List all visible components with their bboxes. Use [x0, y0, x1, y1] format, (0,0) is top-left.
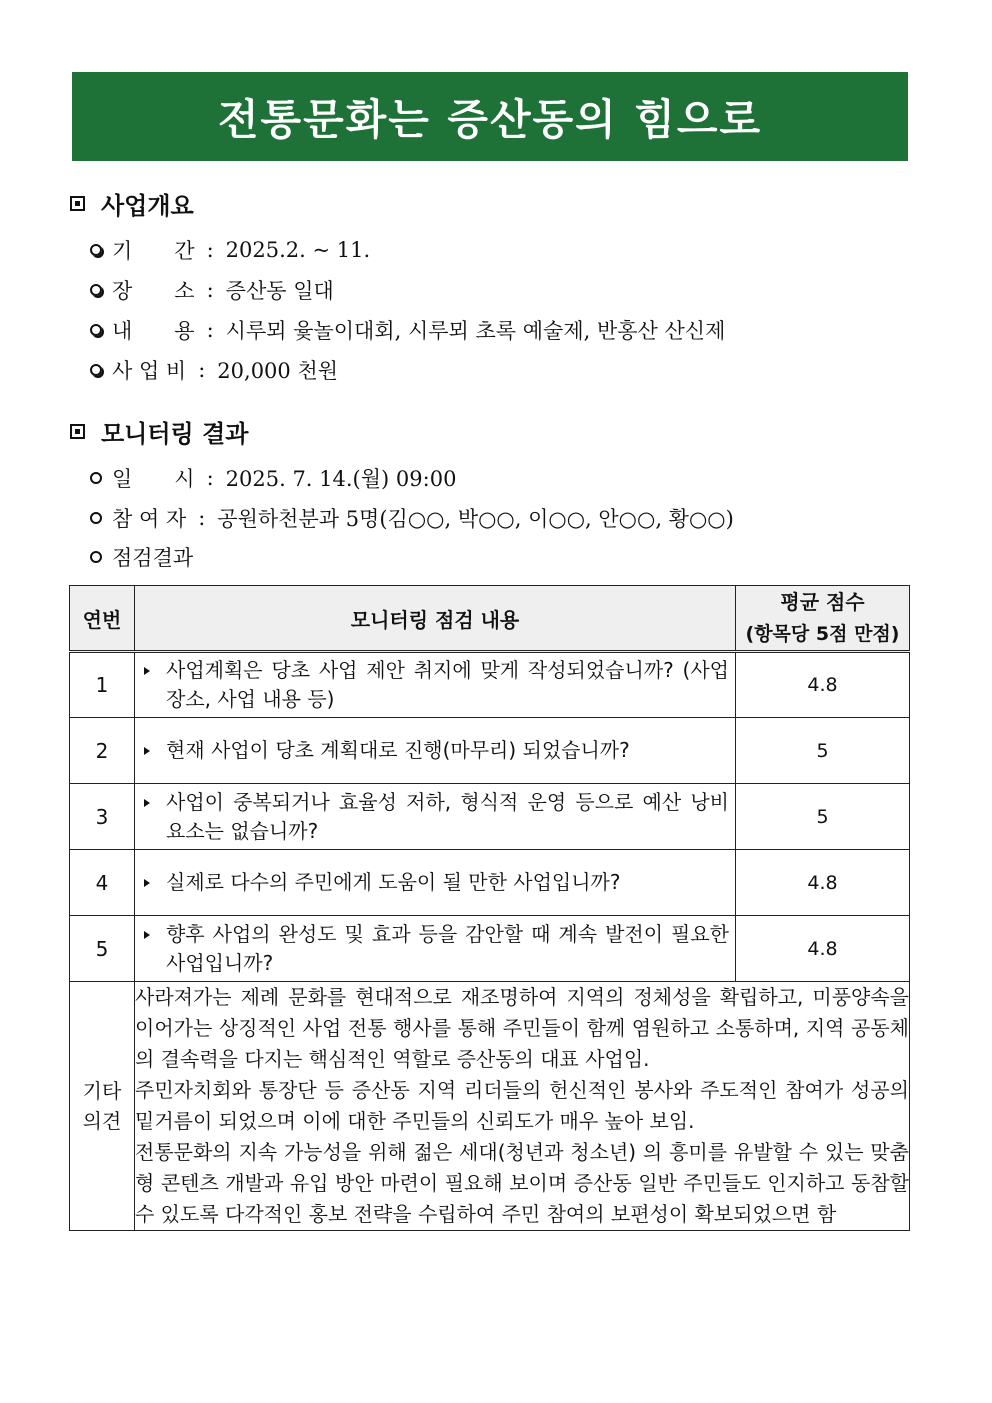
- circle-bullet-icon: [90, 551, 102, 563]
- item-value: 증산동 일대: [225, 279, 334, 303]
- row-score: 4.8: [736, 652, 910, 718]
- circle-bullet-icon: [90, 364, 102, 376]
- opinion-label: [70, 982, 135, 1231]
- header-score-line2: (항목당 5점 만점): [745, 623, 900, 645]
- section-heading-text: 사업개요: [101, 192, 194, 220]
- opinion-paragraph: 전통문화의 지속 가능성을 위해 젊은 세대(청년과 청소년) 의 흥미를 유발할 수 있는 맞춤형 콘텐츠 개발과 유입 방안 마련이 필요해 보이며 증산동 일반 주민들도 인지하고 동참할 수 있도록 다각적인 홍보 전략을 수립하여 주민 참여의 보편성이 확보되었으면 함: [135, 1140, 909, 1226]
- item-label: 일 시: [112, 467, 195, 491]
- opinion-label-line1: 기타: [82, 1079, 122, 1103]
- opinion-row: [70, 982, 910, 1231]
- overview-item-period: 기 간 : 2025.2. ~ 11.: [90, 235, 370, 265]
- row-no: 1: [70, 652, 135, 718]
- question-text: 사업계획은 당초 사업 제안 취지에 맞게 작성되었습니까? (사업장소, 사업 내용 등): [166, 658, 729, 711]
- square-bullet-icon: [70, 196, 85, 211]
- question-text: 향후 사업의 완성도 및 효과 등을 감안할 때 계속 발전이 필요한 사업입니까?: [166, 921, 729, 975]
- item-label: 내 용: [112, 319, 195, 343]
- question-text: 현재 사업이 당초 계획대로 진행(마무리) 되었습니까?: [166, 738, 630, 762]
- row-no: 4: [70, 850, 135, 916]
- item-label: 기 간: [112, 239, 195, 263]
- opinion-paragraph: 사라져가는 제례 문화를 현대적으로 재조명하여 지역의 정체성을 확립하고, 미풍양속을 이어가는 상징적인 사업 전통 행사를 통해 주민들이 함께 염원하고 소통하며, 지역 공동체의 결속력을 다지는 핵심적인 역할로 증산동의 대표 사업임.: [135, 985, 909, 1071]
- item-value: 2025.2. ~ 11.: [225, 238, 371, 262]
- row-question: [135, 916, 736, 982]
- overview-item-content: 내 용 : 시루뫼 윷놀이대회, 시루뫼 초록 예술제, 반홍산 산신제: [90, 315, 725, 345]
- item-label: 참 여 자: [112, 507, 187, 531]
- triangle-bullet-icon: [144, 747, 150, 755]
- header-content: 모니터링 점검 내용: [135, 586, 736, 652]
- circle-bullet-icon: [90, 284, 102, 296]
- row-question: [135, 652, 736, 718]
- circle-bullet-icon: [90, 512, 102, 524]
- square-bullet-icon: [70, 424, 85, 439]
- question-text: 사업이 중복되거나 효율성 저하, 형식적 운영 등으로 예산 낭비 요소는 없습니까?: [166, 789, 729, 843]
- page-title: 전통문화는 증산동의 힘으로: [217, 94, 763, 144]
- row-no: 5: [70, 916, 135, 982]
- monitoring-item-result: [90, 542, 193, 572]
- triangle-bullet-icon: [144, 931, 150, 939]
- item-value: 20,000 천원: [217, 359, 339, 383]
- monitoring-item-participants: 참 여 자 : 공원하천분과 5명(김○○, 박○○, 이○○, 안○○, 황○○): [90, 503, 734, 533]
- circle-bullet-icon: [90, 472, 102, 484]
- row-score: 4.8: [736, 916, 910, 982]
- section-heading-text: 모니터링 결과: [101, 420, 249, 448]
- table-row: [70, 652, 910, 718]
- table-row: [70, 916, 910, 982]
- section-heading-monitoring: [70, 414, 248, 449]
- row-question: [135, 850, 736, 916]
- opinion-text: [135, 982, 910, 1231]
- title-banner: [72, 72, 908, 161]
- opinion-paragraph: 주민자치회와 통장단 등 증산동 지역 리더들의 헌신적인 봉사와 주도적인 참여가 성공의 밑거름이 되었으며 이에 대한 주민들의 신뢰도가 매우 높아 보임.: [135, 1078, 909, 1133]
- item-value: 2025. 7. 14.(월) 09:00: [225, 467, 457, 491]
- row-question: [135, 784, 736, 850]
- overview-item-budget: 사 업 비 : 20,000 천원: [90, 355, 338, 385]
- overview-item-place: 장 소 : 증산동 일대: [90, 275, 334, 305]
- question-text: 실제로 다수의 주민에게 도움이 될 만한 사업입니까?: [166, 870, 621, 894]
- table-row: [70, 718, 910, 784]
- row-score: 4.8: [736, 850, 910, 916]
- monitoring-table: [69, 585, 910, 1231]
- row-score: 5: [736, 784, 910, 850]
- header-no: 연번: [70, 586, 135, 652]
- item-value: 공원하천분과 5명(김○○, 박○○, 이○○, 안○○, 황○○): [217, 507, 734, 531]
- item-label: 장 소: [112, 279, 195, 303]
- row-question: [135, 718, 736, 784]
- header-score: [736, 586, 910, 652]
- circle-bullet-icon: [90, 324, 102, 336]
- item-value: 시루뫼 윷놀이대회, 시루뫼 초록 예술제, 반홍산 산신제: [225, 319, 726, 343]
- monitoring-item-datetime: 일 시 : 2025. 7. 14.(월) 09:00: [90, 463, 456, 493]
- header-score-line1: 평균 점수: [780, 590, 865, 614]
- triangle-bullet-icon: [144, 879, 150, 887]
- triangle-bullet-icon: [144, 799, 150, 807]
- circle-bullet-icon: [90, 244, 102, 256]
- row-no: 3: [70, 784, 135, 850]
- triangle-bullet-icon: [144, 667, 150, 675]
- table-row: [70, 784, 910, 850]
- item-label: 점검결과: [112, 546, 194, 570]
- table-row: [70, 850, 910, 916]
- section-heading-overview: [70, 186, 194, 221]
- table-header-row: [70, 586, 910, 652]
- item-label: 사 업 비: [112, 359, 187, 383]
- row-no: 2: [70, 718, 135, 784]
- row-score: 5: [736, 718, 910, 784]
- opinion-label-line2: 의견: [82, 1109, 122, 1133]
